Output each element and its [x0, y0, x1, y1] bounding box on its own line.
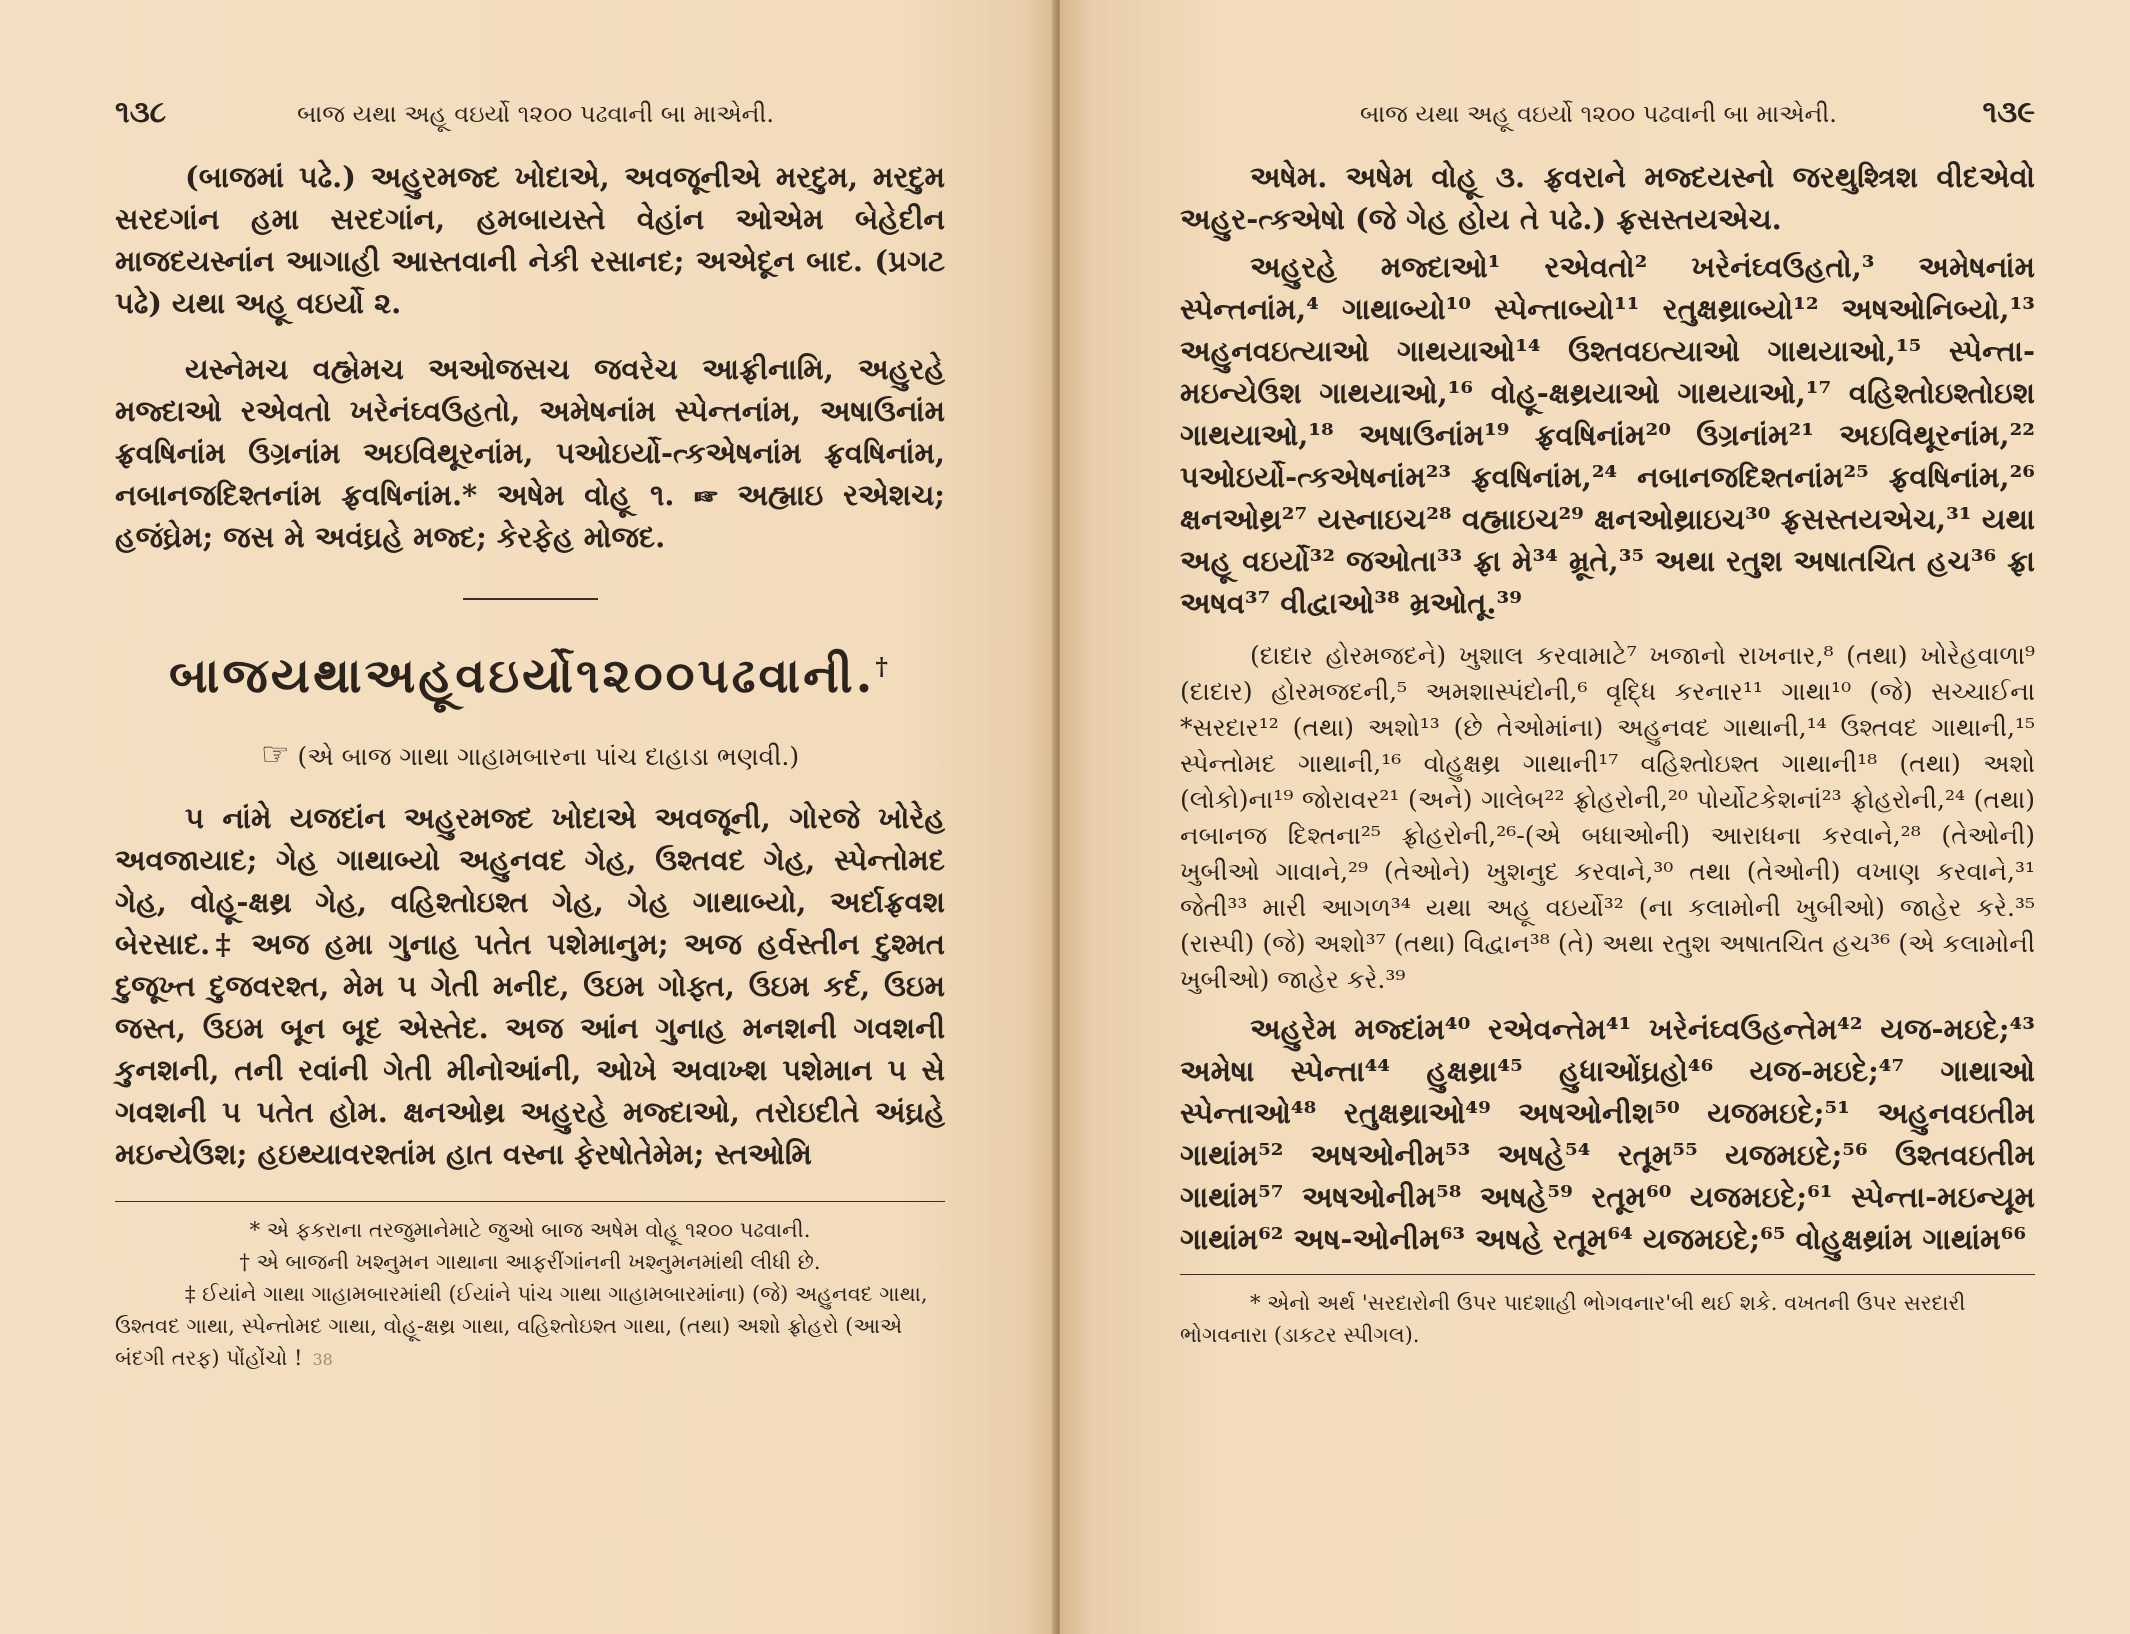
running-title: બાજ યથા અહૂ વઇર્યો ૧૨૦૦ પઢવાની બા માએની. — [1360, 100, 1837, 128]
page-number: ૧૩૮ — [115, 95, 167, 130]
running-title: બાજ યથા અહૂ વઇર્યો ૧૨૦૦ પઢવાની બા માએની. — [297, 100, 775, 128]
section-title — [115, 648, 945, 705]
left-page — [0, 0, 1055, 1634]
right-page — [1060, 0, 2130, 1634]
footnote: * એ ફકરાના તરજુમાનેમાટે જુઓ બાજ અષેમ વોહૂ ૧૨૦૦ પઢવાની. — [249, 1218, 811, 1242]
paragraph: અષેમ. અષેમ વોહૂ ૩. ફ્રવરાને મજ્દયસ્નો જરથુશ્ત્રિશ વીદએવો અહુર-ત્કએષો (જે ગેહ હોય તે પઢે.) ફ્રસસ્તયએચ. — [1180, 160, 2035, 236]
footnote — [115, 1278, 945, 1376]
page-number: ૧૩૯ — [1982, 95, 2035, 130]
paragraph: અહુરેમ મજ્દાંમ⁴⁰ રએવન્તેમ⁴¹ ખરેનંઘ્વઉહન્તેમ⁴² યજ-મઇદે;⁴³ અમેષા સ્પેન્તા⁴⁴ હુક્ષથ્રા⁴⁵ હુધાઓંઘ્રહો⁴⁶ યજ-મઇદે;⁴⁷ ગાથાઓ સ્પેન્તાઓ⁴⁸ રતુક્ષથ્રાઓ⁴⁹ અષઓનીશ⁵⁰ યજમઇદે;⁵¹ અહુનવઇતીમ ગાથાંમ⁵² અષઓનીમ⁵³ અષહે⁵⁴ રતૂમ⁵⁵ યજમઇદે;⁵⁶ ઉશ્તવઇતીમ ગાથાંમ⁵⁷ અષઓનીમ⁵⁸ અષહે⁵⁹ રતૂમ⁶⁰ યજમઇદે;⁶¹ સ્પેન્તા-મઇન્યૂમ ગાથાંમ⁶² અષ-ઓનીમ⁶³ અષહે રતૂમ⁶⁴ યજમઇદે;⁶⁵ વોહુક્ષથ્રાંમ ગાથાંમ⁶⁶ — [1180, 1012, 2035, 1256]
pencil-mark: 38 — [312, 1350, 333, 1369]
footnote: † એ બાજની ખશ્નુમન ગાથાના આફરીંગાંનની ખશ્નુમનમાંથી લીધી છે. — [239, 1250, 821, 1274]
section-title-text: બાજયથાઅહૂવઇર્યો૧૨૦૦પઢવાની. — [169, 648, 876, 704]
paragraph: ૫ નાંમે યજદાંન અહુરમજ્દ ખોદાએ અવજૂની, ગોરજે ખોરેહ અવજાયાદ; ગેહ ગાથાબ્યો અહુનવદ ગેહ, ઉશ્તવદ ગેહ, સ્પેન્તોમદ ગેહ, વોહૂ-ક્ષથ્ર ગેહ, વહિશ્તોઇશ્ત ગેહ, ગેહ ગાથાબ્યો, અર્દાફ્રવશ બેરસાદ.‡ અજ હમા ગુનાહ પતેત પશેમાનુમ; અજ હર્વસ્તીન દુશ્મત દુજૂખ્ત દુજવરશ્ત, મેમ ૫ ગેતી મનીદ, ઉઇમ ગોફ્ત, ઉઇમ કર્દ, ઉઇમ જસ્ત, ઉઇમ બૂન બૂદ એસ્તેદ. અજ આંન ગુનાહ મનશની ગવશની કુનશની, તની રવાંની ગેતી મીનોઆંની, ઓખે અવાખ્શ પશેમાન ૫ સે ગવશની ૫ પતેત હોમ. ક્ષનઓથ્ર અહુરહે મજ્દાઓ, તરોઇદીતે અંઘ્રહે મઇન્યેઉશ; હઇથ્યાવરશ્તાંમ હાત વસ્ના ફેરષોતેમેમ; સ્તઓમિ — [115, 801, 945, 1171]
footnote-text: ‡ ઈયાંને ગાથા ગાહામબારમાંથી (ઈયાંને પાંચ ગાથા ગાહામબારમાંના) (જે) અહુનવદ ગાથા, ઉશ્તવદ ગાથા, સ્પેન્તોમદ ગાથા, વોહૂ-ક્ષથ્ર ગાથા, વહિશ્તોઇશ્ત ગાથા, (તથા) અશો ફ્રોહરો (આએ બંદગી તરફ) પોંહોંચો ! — [115, 1282, 928, 1370]
running-head — [1180, 95, 2035, 130]
running-head — [115, 95, 945, 130]
footnote-rule — [1180, 1274, 2035, 1275]
paragraph: (બાજમાં પઢે.) અહુરમજ્દ ખોદાએ, અવજૂનીએ મરદુમ, મરદુમ સરદગાંન હમા સરદગાંન, હમબાયસ્તે વેહાંન ઓએમ બેહેદીન માજદયસ્નાંન આગાહી આસ્તવાની નેકી રસાનદ; અએદૂન બાદ. (પ્રગટ પઢે) યથા અહૂ વઇર્યો ૨. — [115, 160, 945, 320]
instruction-text: (એ બાજ ગાથા ગાહામબારના પાંચ દાહાડા ભણવી.) — [297, 742, 800, 771]
footnote: * એનો અર્થ 'સરદારોની ઉપર પાદશાહી ભોગવનાર'બી થઈ શકે. વખતની ઉપર સરદારી ભોગવનારા (ડાકટર સ્પીગલ). — [1180, 1291, 1966, 1347]
dagger-mark: † — [875, 652, 891, 681]
instruction-line — [115, 735, 945, 773]
pointing-hand-icon: ☞ — [260, 735, 290, 773]
footnote-rule — [115, 1201, 945, 1202]
paragraph: યસ્નેમચ વહ્મેમચ અઓજસચ જવરેચ આફ્રીનામિ, અહુરહે મજ્દાઓ રએવતો ખરેનંઘ્વઉહતો, અમેષનાંમ સ્પેન્તનાંમ, અષાઉનાંમ ફ્રવષિનાંમ ઉગ્રનાંમ અઇવિથૂરનાંમ, પઓઇર્યો-ત્કએષનાંમ ફ્રવષિનાંમ, નબાનજદિશ્તનાંમ ફ્રવષિનાંમ.* અષેમ વોહૂ ૧. ☞ અહ્માઇ રએશચ; હજંઘ્રેમ; જસ મે અવંઘ્રહે મજ્દ; કેરફેહ મોજદ. — [115, 352, 945, 554]
paragraph: અહુરહે મજ્દાઓ¹ રએવતો² ખરેનંઘ્વઉહતો,³ અમેષનાંમ સ્પેન્તનાંમ,⁴ ગાથાબ્યો¹⁰ સ્પેન્તાબ્યો¹¹ રતુક્ષથ્રાબ્યો¹² અષઓનિબ્યો,¹³ અહુનવઇત્યાઓ ગાથયાઓ¹⁴ ઉશ્તવઇત્યાઓ ગાથયાઓ,¹⁵ સ્પેન્તા-મઇન્યેઉશ ગાથયાઓ,¹⁶ વોહૂ-ક્ષથ્રયાઓ ગાથયાઓ,¹⁷ વહિશ્તોઇશ્તોઇશ ગાથયાઓ,¹⁸ અષાઉનાંમ¹⁹ ફ્રવષિનાંમ²⁰ ઉગ્રનાંમ²¹ અઇવિથૂરનાંમ,²² પઓઇર્યો-ત્કએષનાંમ²³ ફ્રવષિનાંમ,²⁴ નબાનજદિશ્તનાંમ²⁵ ફ્રવષિનાંમ,²⁶ ક્ષનઓથ્ર²⁷ યસ્નાઇચ²⁸ વહ્માઇચ²⁹ ક્ષનઓથ્રાઇચ³⁰ ફ્રસસ્તયએચ,³¹ યથા અહૂ વઇર્યો³² જઓતા³³ ફ્રા મે³⁴ મ્રૂતે,³⁵ અથા રતુશ અષાતચિત હચ³⁶ ફ્રા અષવ³⁷ વીદ્વાઓ³⁸ મ્રઓતૂ.³⁹ — [1180, 250, 2035, 620]
section-divider — [463, 598, 598, 600]
translation-paragraph: (દાદાર હોરમજદને) ખુશાલ કરવામાટે⁷ ખજાનો રાખનાર,⁸ (તથા) ખોરેહવાળા⁹ (દાદાર) હોરમજદની,⁵ અમશાસ્પંદોની,⁶ વૃદ્ધિ કરનાર¹¹ ગાથા¹⁰ (જે) સચ્ચાઈના *સરદાર¹² (તથા) અશો¹³ (છે તેઓમાંના) અહુનવદ ગાથાની,¹⁴ ઉશ્તવદ ગાથાની,¹⁵ સ્પેન્તોમદ ગાથાની,¹⁶ વોહુક્ષથ્ર ગાથાની¹⁷ વહિશ્તોઇશ્ત ગાથાની¹⁸ (તથા) અશો (લોકો)ના¹⁹ જોરાવર²¹ (અને) ગાલેબ²² ફ્રોહરોની,²⁰ પોર્યોટકેશનાં²³ ફ્રોહરોની,²⁴ (તથા) નબાનજ દિશ્તના²⁵ ફ્રોહરોની,²⁶-(એ બધાઓની) આરાધના કરવાને,²⁸ (તેઓની) ખુબીઓ ગાવાને,²⁹ (તેઓને) ખુશનુદ કરવાને,³⁰ તથા (તેઓની) વખાણ કરવાને,³¹ જેતી³³ મારી આગળ³⁴ યથા અહૂ વઇર્યો³² (ના કલામોની ખુબીઓ) જાહેર કરે.³⁵ (રાસ્પી) (જે) અશો³⁷ (તથા) વિદ્વાન³⁸ (તે) અથા રતુશ અષાતચિત હચ³⁶ (એ કલામોની ખુબીઓ) જાહેર કરે.³⁹ — [1180, 641, 2035, 994]
